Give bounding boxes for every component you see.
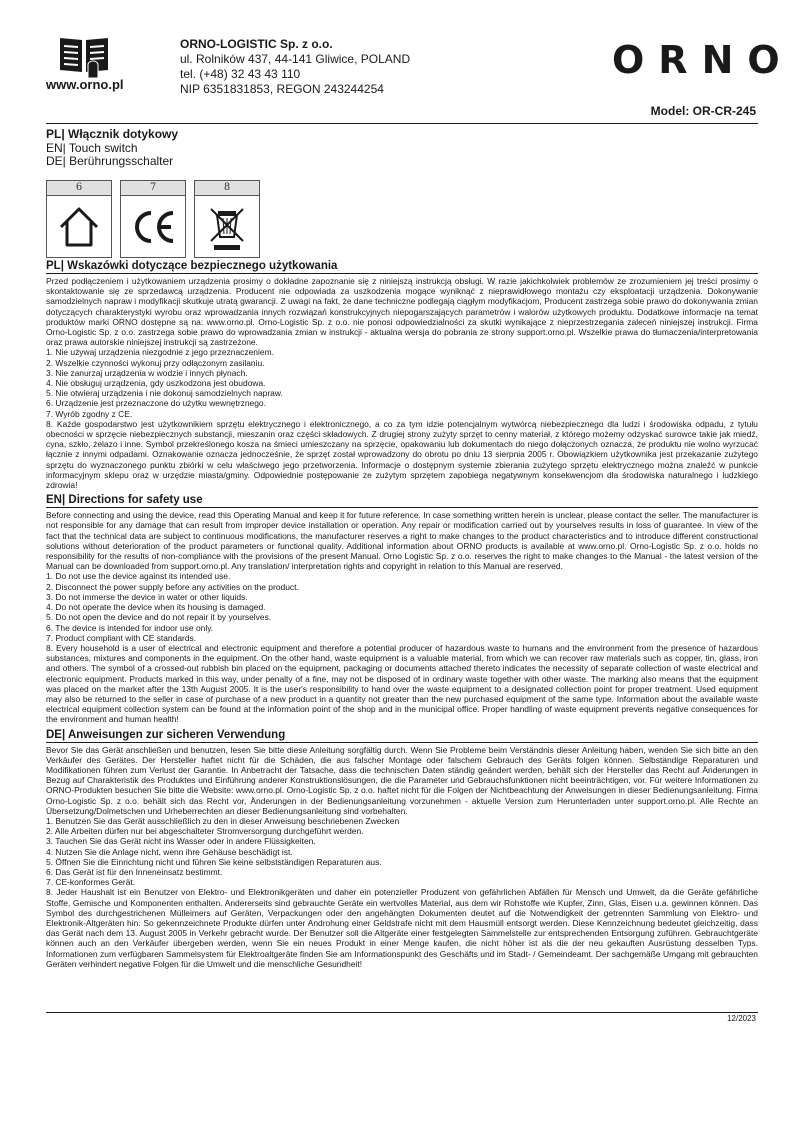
house-icon: [53, 201, 105, 253]
list-item: 2. Wszelkie czynności wykonuj przy odłączonym zasilaniu.: [46, 357, 265, 368]
product-titles: [46, 128, 178, 169]
list-item: 7. Wyrób zgodny z CE.: [46, 408, 133, 419]
footer-divider: [46, 1012, 758, 1013]
header-divider: [46, 123, 758, 124]
company-name: ORNO-LOGISTIC Sp. z o.o.: [180, 37, 333, 51]
title-pl: PL| Włącznik dotykowy: [46, 127, 179, 141]
list-item: 2. Disconnect the power supply before any activities on the product.: [46, 581, 299, 592]
model-number: Model: OR-CR-245: [650, 104, 756, 118]
symbol-number: 7: [121, 181, 185, 196]
list-item: 5. Nie otwieraj urządzenia i nie dokonuj samodzielnych napraw.: [46, 388, 283, 399]
symbol-number: 8: [195, 181, 259, 196]
website-url: www.orno.pl: [46, 77, 124, 92]
crossed-bin-icon: [201, 201, 253, 253]
list-item: 7. Product compliant with CE standards.: [46, 632, 197, 643]
list-item: 5. Do not open the device and do not repair it by yourselves.: [46, 612, 272, 623]
company-phone: tel. (+48) 32 43 43 110: [180, 67, 301, 81]
page-header: [0, 0, 802, 118]
section-title-en: EN| Directions for safety use: [46, 493, 758, 508]
section-list-de: [46, 816, 758, 969]
book-hand-icon: [58, 34, 110, 78]
revision-date: 12/2023: [727, 1014, 756, 1023]
brand-logo: ORNO: [612, 38, 794, 82]
section-title-de: DE| Anweisungen zur sicheren Verwendung: [46, 728, 758, 743]
symbol-box-indoor: [46, 180, 112, 258]
section-list-pl: [46, 347, 758, 490]
list-item: 3. Tauchen Sie das Gerät nicht ins Wasser oder in andere Flüssigkeiten.: [46, 836, 316, 847]
list-item: 1. Do not use the device against its intended use.: [46, 571, 231, 582]
company-nip: NIP 6351831853, REGON 243244254: [180, 82, 384, 96]
section-intro-pl: Przed podłączeniem i użytkowaniem urządzenia prosimy o dokładne zapoznanie się z niniejszą instrukcją obsługi. W razie jakichkolwiek problemów ze zrozumieniem jej treści prosimy o skontaktowanie się ze sprzedawcą urządzenia. Producent nie odpowiada za uszkodzenia mogące wyniknąć z nieprawidłowego montażu czy eksploatacji urządzenia. Dokonywanie samodzielnych napraw i modyfikacji skutkuje utratą gwarancji. Z uwagi na fakt, że dane techniczne podlegają ciągłym modyfikacjom, Producent zastrzega sobie prawo do dokonywania zmian dotyczących charakterystyki wyrobu oraz wprowadzania innych rozwiązań konstrukcyjnych niepogarszających parametrów i walorów użytkowych produktu. Dodatkowe informacje na temat produktów marki ORNO dostępne są na: www.orno.pl. Orno-Logistic Sp. z o.o. nie ponosi odpowiedzialności za skutki wynikające z nieprzestrzegania zaleceń niniejszej instrukcji. Firma Orno-Logistic Sp. z o.o. zastrzega sobie prawo do wprowadzania zmian w instrukcji - aktualna wersja do pobrania ze strony support.orno.pl. Wszelkie prawa do tłumaczenia/interpretowania oraz prawa autorskie niniejszej instrukcji są zastrzeżone.: [46, 276, 758, 348]
list-item: 4. Nutzen Sie die Anlage nicht, wenn ihre Gehäuse beschädigt ist.: [46, 846, 293, 857]
safety-content: [46, 259, 758, 969]
section-list-en: [46, 571, 758, 724]
title-de: DE| Berührungsschalter: [46, 154, 174, 168]
section-intro-en: Before connecting and using the device, read this Operating Manual and keep it for future reference. In case something written herein is unclear, please contact the seller. The manufacturer is not responsible for any damage that can result from improper device installation or operation. Any repair or modification carried out by yourselves results in loss of guarantee. In view of the fact that the technical data are subject to continuous modifications, the manufacturer reserves a right to make changes to the product characteristics and to introduce different constructional solutions without deterioration of the product parameters or functional quality. Additional information about ORNO products is available at www.orno.pl. Orno-Logistic Sp. z o.o. holds no responsibility for the results of non-compliance with the provisions of the present Manual. Orno Logistic Sp. z o.o. reserves the right to make changes to the Manual - the latest version of the Manual can be downloaded from support.orno.pl. Any translation/ interpretation rights and copyright in relation to this Manual are reserved.: [46, 510, 758, 572]
company-info: [180, 37, 410, 97]
list-item: 2. Alle Arbeiten dürfen nur bei abgeschalteter Stromversorgung durchgeführt werden.: [46, 826, 364, 837]
symbol-number: 6: [47, 181, 111, 196]
list-item: 1. Nie używaj urządzenia niezgodnie z jego przeznaczeniem.: [46, 347, 274, 358]
section-intro-de: Bevor Sie das Gerät anschließen und benutzen, lesen Sie bitte diese Anleitung sorgfältig durch. Wenn Sie Probleme beim Verständnis dieser Anleitung haben, wenden Sie sich bitte an den Verkäufer des Gerätes. Der Hersteller haftet nicht für die Schäden, die aus falscher Montage oder falschem Gebrauch des Geräts folgen können. Selbständige Reparaturen und Modifikationen führen zum Verlust der Garantie. In Anbetracht der Tatsache, dass die technischen Daten ständig geändert werden, behält sich der Hersteller das Recht auf Änderungen in Bezug auf Charakteristik des Produktes und Einführung anderer Konstruktionslösungen, die die Parameter und Gebrauchsfunktionen nicht beeinträchtigen, vor. Für weitere Informationen zu ORNO-Produkten besuchen Sie bitte die Website: www.orno.pl. Orno-Logistic Sp. z o.o. haftet nicht für die Folgen der Nichtbeachtung der Anweisungen in dieser Bedienungsanleitung. Firma Orno-Logistic Sp. z o.o. behält sich das Recht vor, Änderungen in der Bedienungsanleitung vorzunehmen - aktuelle Version zum Herunterladen unter support.orno.pl. Alle Rechte an Übersetzung/Dolmetschen und Urheberrechten an dieser Bedienungsanleitung sind vorbehalten.: [46, 744, 758, 816]
list-item: 4. Nie obsługuj urządzenia, gdy uszkodzona jest obudowa.: [46, 378, 266, 389]
title-en: EN| Touch switch: [46, 140, 138, 155]
symbol-box-ce: [120, 180, 186, 258]
company-address: ul. Rolników 437, 44-141 Gliwice, POLAND: [180, 52, 411, 66]
list-item: 7. CE-konformes Gerät.: [46, 877, 136, 888]
ce-mark-icon: [127, 201, 179, 253]
list-item: 3. Do not immerse the device in water or other liquids.: [46, 591, 248, 602]
list-item: 3. Nie zanurzaj urządzenia w wodzie i innych płynach.: [46, 367, 248, 378]
list-item: 4. Do not operate the device when its housing is damaged.: [46, 602, 266, 613]
list-item: 6. Das Gerät ist für den Inneneinsatz bestimmt.: [46, 866, 223, 877]
symbol-box-weee: [194, 180, 260, 258]
list-item: 8. Jeder Haushalt ist ein Benutzer von Elektro- und Elektronikgeräten und daher ein potenzieller Produzent von gefährlichen Abfällen für Mensch und Umwelt, da die Geräte gefährliche Stoffe, Gemische und Komponenten enthalten. Andererseits sind gebrauchte Geräte ein wertvolles Material, aus dem wir Rohstoffe wie Kupfer, Zinn, Glas, Eisen u.a. gewinnen können. Das Symbol des durchgestrichenen Mülleimers auf Geräten, Verpackungen oder den angehängten Dokumenten deutet auf die Notwendigkeit der getrennten Sammlung von Elektro- und Elektronik-Altgeräten hin. So gekennzeichnete Produkte dürfen unter Androhung einer Geldstrafe nicht mit dem Hausmüll entsorgt werden. Diese Kennzeichnung bedeutet gleichzeitig, dass das Gerät nach dem 13. August 2005 in Verkehr gebracht wurde. Der Benutzer soll die Altgeräte einer festgelegten Sammelstelle zur entsprechenden Entsorgung zuführen. Gebrauchtgeräte können auch an den Verkäufer übergeben werden, wenn Sie ein neues Produkt in einer Menge kaufen, die nicht höher ist als die der neu gekauften Ausrüstung desselben Typs. Informationen zum verfügbaren Sammelsystem für Elektroaltgeräte finden Sie am Informationspunkt des Geschäfts und im Stadt- / Gemeindeamt. Der sachgemäße Umgang mit gebrauchten Geräten verhindert negative Folgen für die Umwelt und die menschliche Gesundheit!: [46, 887, 758, 969]
list-item: 1. Benutzen Sie das Gerät ausschließlich zu den in dieser Anweisung beschriebenen Zwecken: [46, 815, 400, 826]
list-item: 5. Öffnen Sie die Einrichtung nicht und führen Sie keine selbstständigen Reparaturen aus.: [46, 856, 382, 867]
list-item: 8. Every household is a user of electrical and electronic equipment and therefore a potential producer of hazardous waste to humans and the environment from the presence of hazardous substances, mixtures and components in the equipment. On the other hand, waste equipment is a valuable material, from which we can recover raw materials such as copper, tin, glass, iron and others. The symbol of a crossed-out rubbish bin placed on the equipment, packaging or documents attached thereto indicates the necessity of separate collection of waste electrical and electronic equipment. Products marked in this way, under penalty of a fine, may not be disposed of in ordinary waste together with other waste. The marking also means that the equipment was placed on the market after the 13th August 2005. It is the user's responsibility to hand over the waste equipment to a designated collection point for proper treatment. Used equipment may also be returned to the seller in case of purchase of a new product in a quantity not greater than the new purchased equipment of the same type. Information about the available waste electrical equipment collection system can be found at the information point of the shop and in the municipal office. Proper handling of waste equipment prevents negative consequences for the environment and human health!: [46, 642, 758, 725]
list-item: 6. Urządzenie jest przeznaczone do użytku wewnętrznego.: [46, 398, 266, 409]
section-title-pl: PL| Wskazówki dotyczące bezpiecznego użytkowania: [46, 259, 758, 274]
list-item: 6. The device is intended for indoor use only.: [46, 622, 214, 633]
list-item: 8. Każde gospodarstwo jest użytkownikiem sprzętu elektrycznego i elektronicznego, a co za tym idzie potencjalnym wytwórcą niebezpiecznego dla ludzi i środowiska odpadu, z tytułu obecności w sprzęcie niebezpiecznych substancji, mieszanin oraz części składowych. Z drugiej strony zużyty sprzęt to cenny materiał, z którego możemy odzyskać surowce takie jak miedź, cyna, szkło, żelazo i inne. Symbol przekreślonego kosza na śmieci umieszczany na sprzęcie, opakowaniu lub dokumentach do niego dołączonych oznacza, że produktu nie wolno wyrzucać łącznie z innymi odpadami. Oznakowanie oznacza jednocześnie, że sprzęt został wprowadzony do obrotu po dniu 13 sierpnia 2005 r. Obowiązkiem użytkownika jest przekazanie zużytego sprzętu do wyznaczonego punktu zbiórki w celu właściwego jego przetworzenia. Informacje o dostępnym systemie zbierania zużytego sprzętu elektrycznego można znaleźć w punkcie informacyjnym sklepu oraz w urzędzie miasta/gminy. Odpowiednie postępowanie ze zużytym sprzętem zapobiega negatywnym konsekwencjom dla środowiska naturalnego i ludzkiego zdrowia!: [46, 418, 758, 491]
